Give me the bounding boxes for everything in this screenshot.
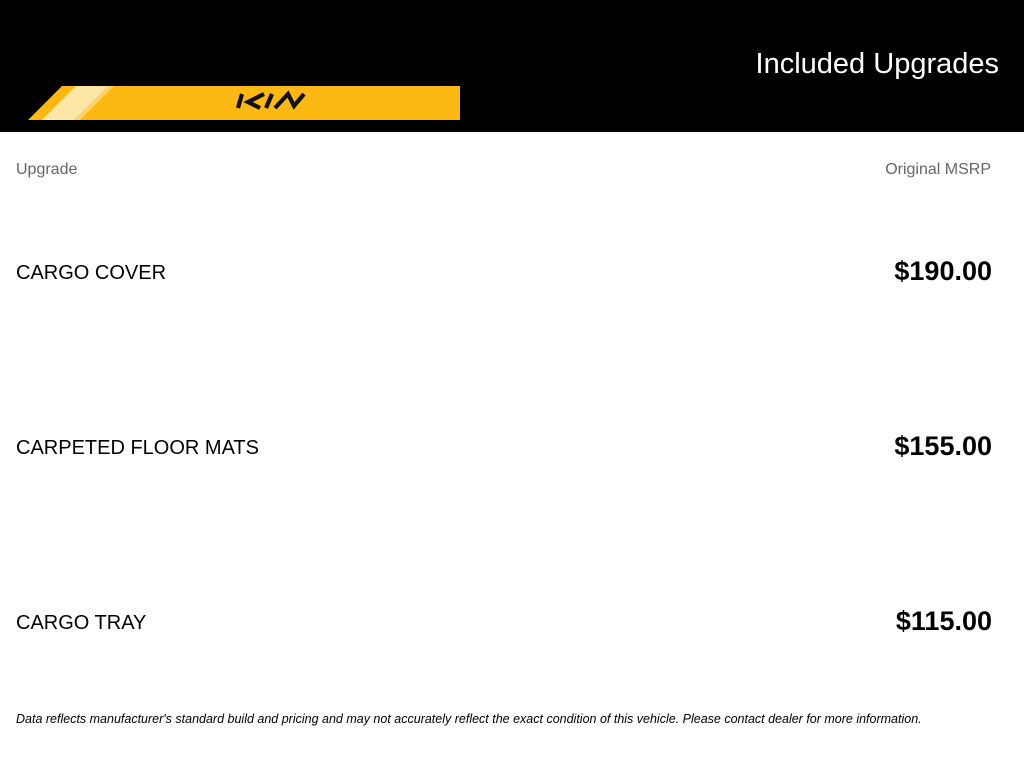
table-row [0,603,1024,643]
upgrade-price: $155.00 [894,431,992,461]
page-title: Included Upgrades [755,48,999,80]
column-header-msrp: Original MSRP [885,161,991,178]
kia-logo-icon [28,86,460,120]
upgrade-price: $115.00 [895,606,992,636]
upgrade-price: $190.00 [894,256,992,286]
page-header [0,0,1024,132]
upgrade-name: CARGO COVER [16,262,167,284]
table-row [0,428,1024,468]
table-row [0,253,1024,293]
disclaimer-text: Data reflects manufacturer's standard build and pricing and may not accurately reflect the exact condition of this vehicle. Please contact dealer for more information. [16,712,922,726]
upgrade-name: CARPETED FLOOR MATS [16,437,259,459]
column-header-upgrade: Upgrade [16,161,78,178]
upgrade-name: CARGO TRAY [16,612,147,634]
